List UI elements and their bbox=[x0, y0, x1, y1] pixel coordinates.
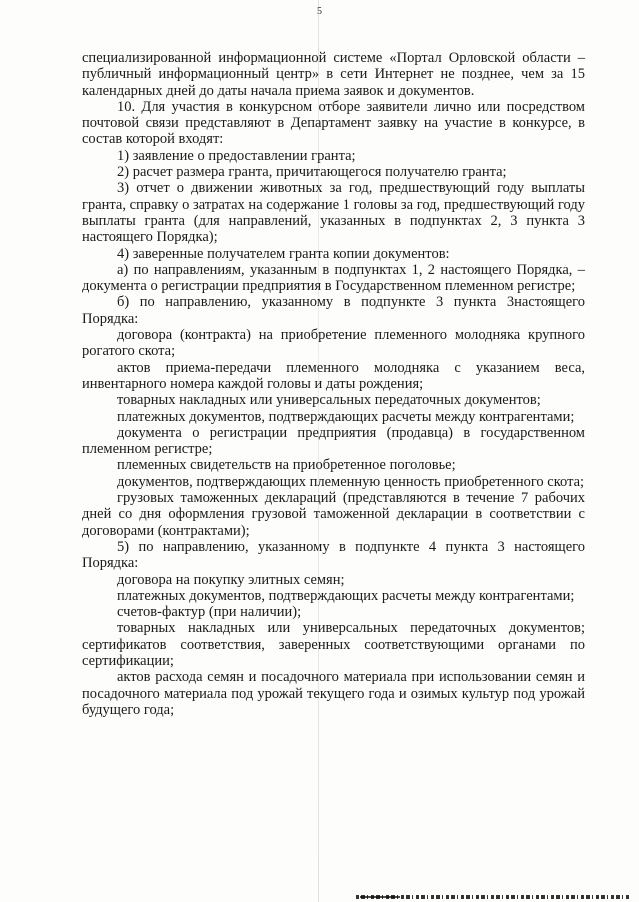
scan-edge-artifact bbox=[356, 895, 631, 899]
paragraph: платежных документов, подтверждающих расчеты между контрагентами; bbox=[117, 587, 575, 604]
paragraph: 10. Для участия в конкурсном отборе заявители лично или посредством почтовой связи представляют в Департамент заявку на участие в конкурсе, в состав которой входят: bbox=[82, 98, 585, 148]
page-number: 5 bbox=[317, 6, 322, 17]
paragraph: племенных свидетельств на приобретенное поголовье; bbox=[117, 457, 456, 474]
document-body bbox=[82, 50, 585, 718]
paragraph: 2) расчет размера гранта, причитающегося получателю гранта; bbox=[117, 164, 507, 181]
paragraph: товарных накладных или универсальных передаточных документов; сертификатов соответствия, заверенных соответствующими органами по сертификации; bbox=[82, 620, 585, 669]
paragraph: 5) по направлению, указанному в подпункте 4 пункта 3 настоящего Порядка: bbox=[82, 538, 585, 572]
paragraph: договора (контракта) на приобретение племенного молодняка крупного рогатого скота; bbox=[82, 327, 585, 360]
paragraph: товарных накладных или универсальных передаточных документов; bbox=[117, 392, 541, 409]
paragraph: 1) заявление о предоставлении гранта; bbox=[117, 147, 356, 164]
paragraph: документа о регистрации предприятия (продавца) в государственном племенном регистре; bbox=[82, 424, 585, 458]
paragraph: б) по направлению, указанному в подпункте 3 пункта 3настоящего Порядка: bbox=[82, 294, 585, 327]
paragraph: договора на покупку элитных семян; bbox=[117, 571, 345, 588]
paragraph: актов приема-передачи племенного молодняка с указанием веса, инвентарного номера каждой головы и даты рождения; bbox=[82, 359, 585, 392]
paragraph: документов, подтверждающих племенную ценность приобретенного скота; bbox=[117, 473, 585, 490]
paragraph: 3) отчет о движении животных за год, предшествующий году выплаты гранта, справку о затратах на содержание 1 головы за год, предшествующий году выплаты гранта (для направлений, указанных в подпунктах 2, 3 пункта 3 настоящего Порядка); bbox=[82, 180, 585, 246]
paragraph: а) по направлениям, указанным в подпунктах 1, 2 настоящего Порядка, – документа о регистрации предприятия в Государственном племенном регистре; bbox=[82, 261, 585, 295]
paragraph: специализированной информационной системе «Портал Орловской области – публичный информационный центр» в сети Интернет не позднее, чем за 15 календарных дней до даты начала приема заявок и документов. bbox=[82, 50, 585, 99]
paragraph: 4) заверенные получателем гранта копии документов: bbox=[117, 245, 450, 262]
paragraph: грузовых таможенных деклараций (представляются в течение 7 рабочих дней со дня оформления грузовой таможенной декларации в соответствии с договорами (контрактами); bbox=[82, 490, 585, 539]
paragraph: платежных документов, подтверждающих расчеты между контрагентами; bbox=[117, 408, 575, 425]
paragraph: актов расхода семян и посадочного материала при использовании семян и посадочного материала под урожай текущего года и озимых культур под урожай будущего года; bbox=[82, 669, 585, 718]
paragraph: счетов-фактур (при наличии); bbox=[117, 604, 302, 621]
